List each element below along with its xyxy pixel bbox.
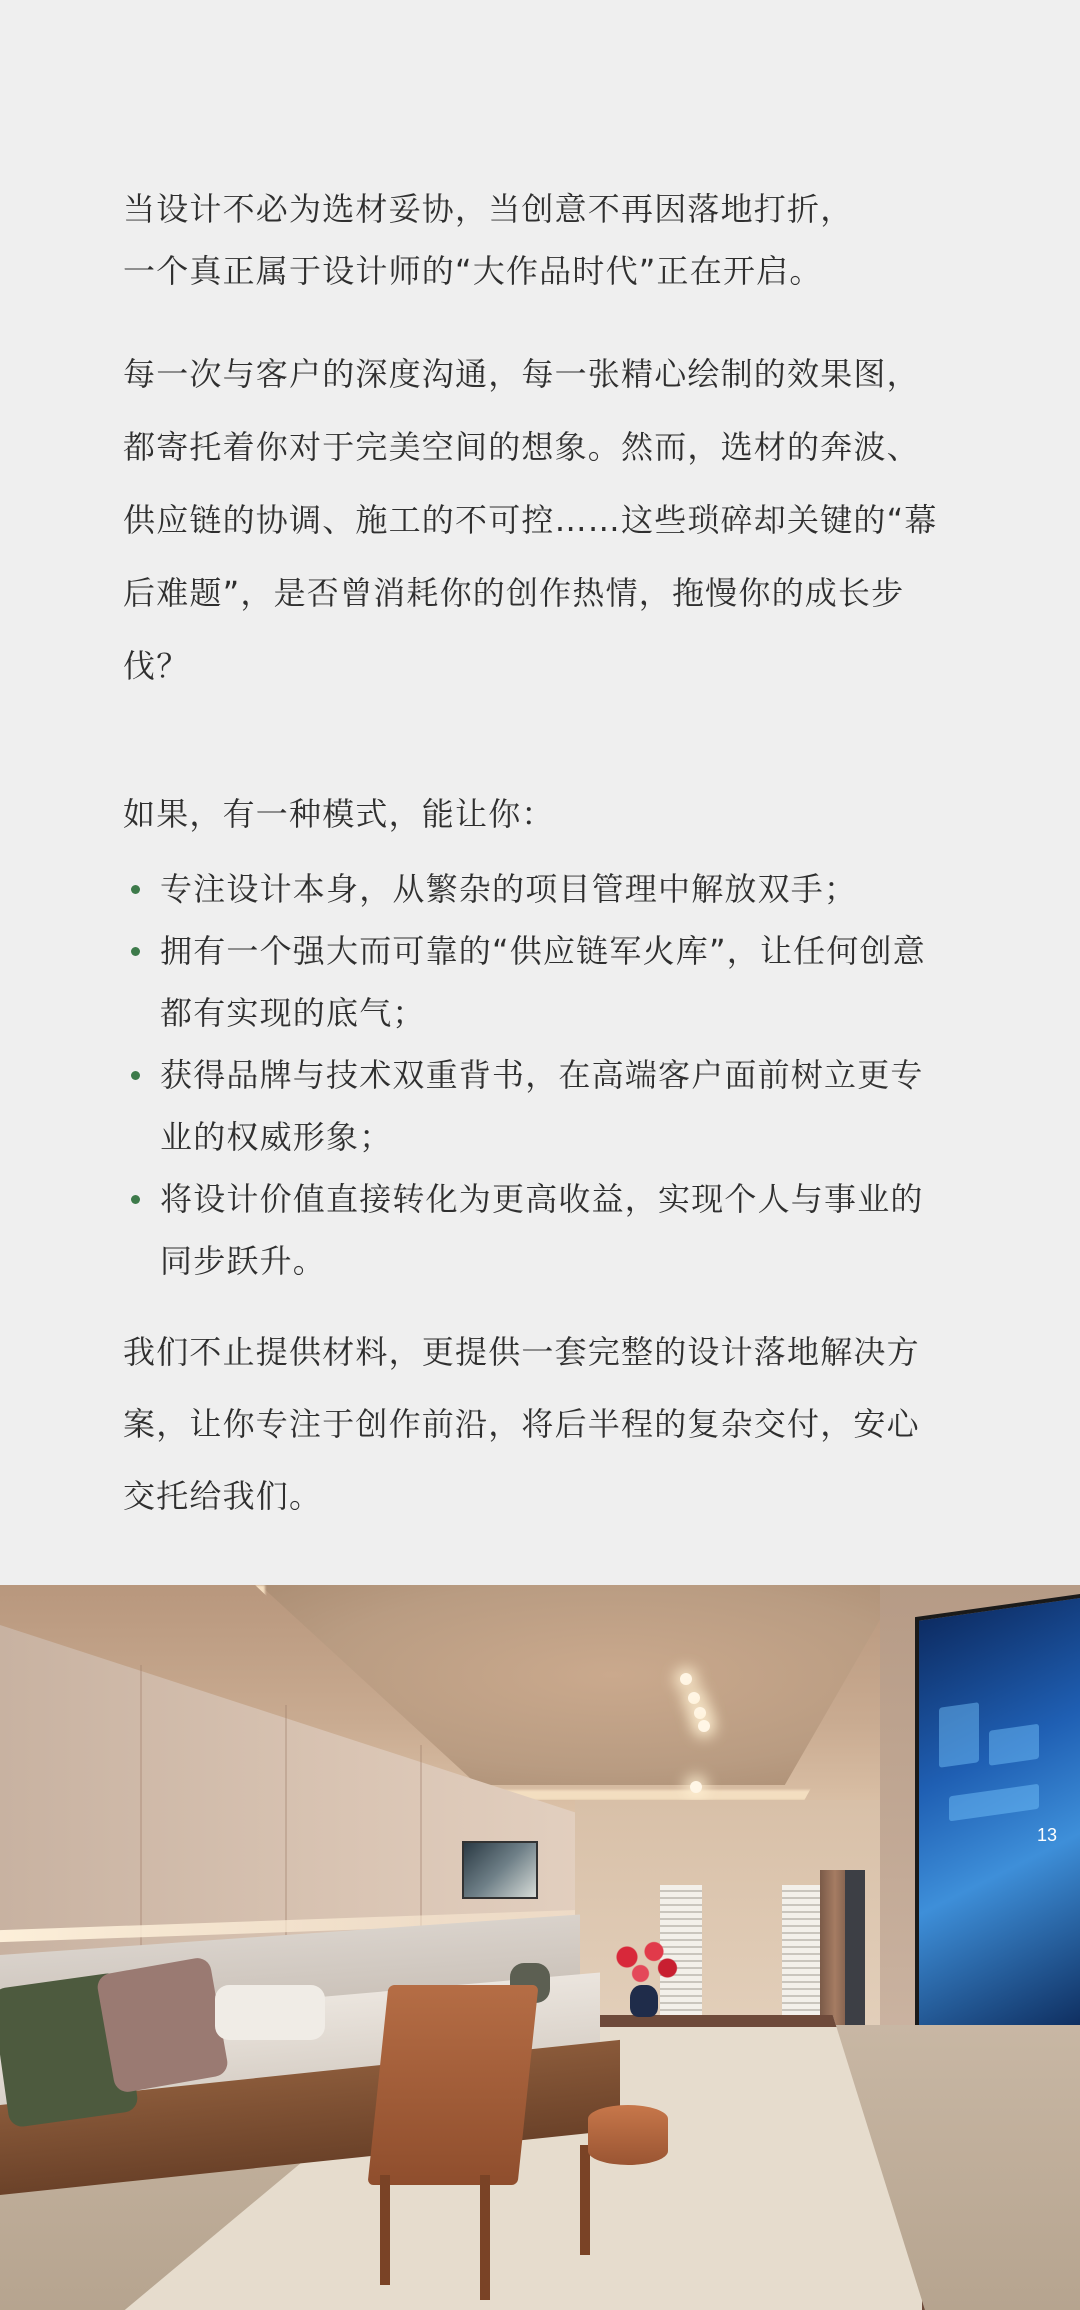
context-paragraph <box>123 338 963 703</box>
tv-widget <box>989 1724 1039 1766</box>
context-line: 后难题”，是否曾消耗你的创作热情，拖慢你的成长步 <box>123 574 905 612</box>
list-item-text: 业的权威形象； <box>160 1118 393 1156</box>
downlight-icon <box>694 1707 706 1719</box>
list-item-text: 将设计价值直接转化为更高收益，实现个人与事业的 <box>160 1180 924 1218</box>
list-item-text: 获得品牌与技术双重背书，在高端客户面前树立更专 <box>160 1056 924 1094</box>
wall-tv-screen <box>915 1593 1080 2055</box>
intro-line: 一个真正属于设计师的“大作品时代”正在开启。 <box>123 252 823 290</box>
list-item-text: 拥有一个强大而可靠的“供应链军火库”，让任何创意 <box>160 932 926 970</box>
list-item-text: 专注设计本身，从繁杂的项目管理中解放双手； <box>160 870 858 908</box>
wall-artwork <box>462 1841 538 1899</box>
interior-living-room-photo <box>0 1585 1080 2310</box>
tv-widget <box>949 1784 1039 1822</box>
closing-line: 我们不止提供材料，更提供一套完整的设计落地解决方 <box>123 1333 920 1371</box>
list-item <box>123 1044 953 1168</box>
bullet-dot-icon <box>131 885 140 894</box>
closing-line: 交托给我们。 <box>123 1477 323 1515</box>
chair-leg <box>380 2175 390 2285</box>
downlight-icon <box>690 1781 702 1793</box>
bullet-dot-icon <box>131 1071 140 1080</box>
intro-line: 当设计不必为选材妥协，当创意不再因落地打折， <box>123 190 854 228</box>
red-flower-arrangement <box>600 1935 690 1990</box>
list-item <box>123 858 953 920</box>
bullets-intro: 如果，有一种模式，能让你： <box>123 795 555 833</box>
intro-paragraph <box>123 178 963 302</box>
benefit-list <box>123 858 953 1292</box>
bullet-dot-icon <box>131 1195 140 1204</box>
context-line: 每一次与客户的深度沟通，每一张精心绘制的效果图， <box>123 355 920 393</box>
chair-leg <box>480 2175 490 2300</box>
round-side-table <box>588 2105 668 2165</box>
tv-screen-number: 13 <box>1037 1825 1058 1845</box>
closing-paragraph <box>123 1316 963 1532</box>
downlight-icon <box>698 1720 710 1732</box>
wooden-armchair <box>367 1985 538 2185</box>
context-line: 伐？ <box>123 647 190 685</box>
downlight-icon <box>688 1692 700 1704</box>
tv-widget <box>939 1702 979 1768</box>
context-line: 都寄托着你对于完美空间的想象。然而，选材的奔波、 <box>123 428 920 466</box>
list-item <box>123 1168 953 1292</box>
flower-vase <box>630 1985 658 2017</box>
list-item-text: 都有实现的底气； <box>160 994 426 1032</box>
chair-leg <box>580 2145 590 2255</box>
list-item-text: 同步跃升。 <box>160 1242 327 1280</box>
mauve-cushion <box>95 1956 229 2094</box>
context-line: 供应链的协调、施工的不可控……这些琐碎却关键的“幕 <box>123 501 938 539</box>
list-item <box>123 920 953 1044</box>
bullet-dot-icon <box>131 947 140 956</box>
white-cushion <box>215 1985 325 2040</box>
downlight-icon <box>680 1673 692 1685</box>
closing-line: 案，让你专注于创作前沿，将后半程的复杂交付，安心 <box>123 1405 920 1443</box>
